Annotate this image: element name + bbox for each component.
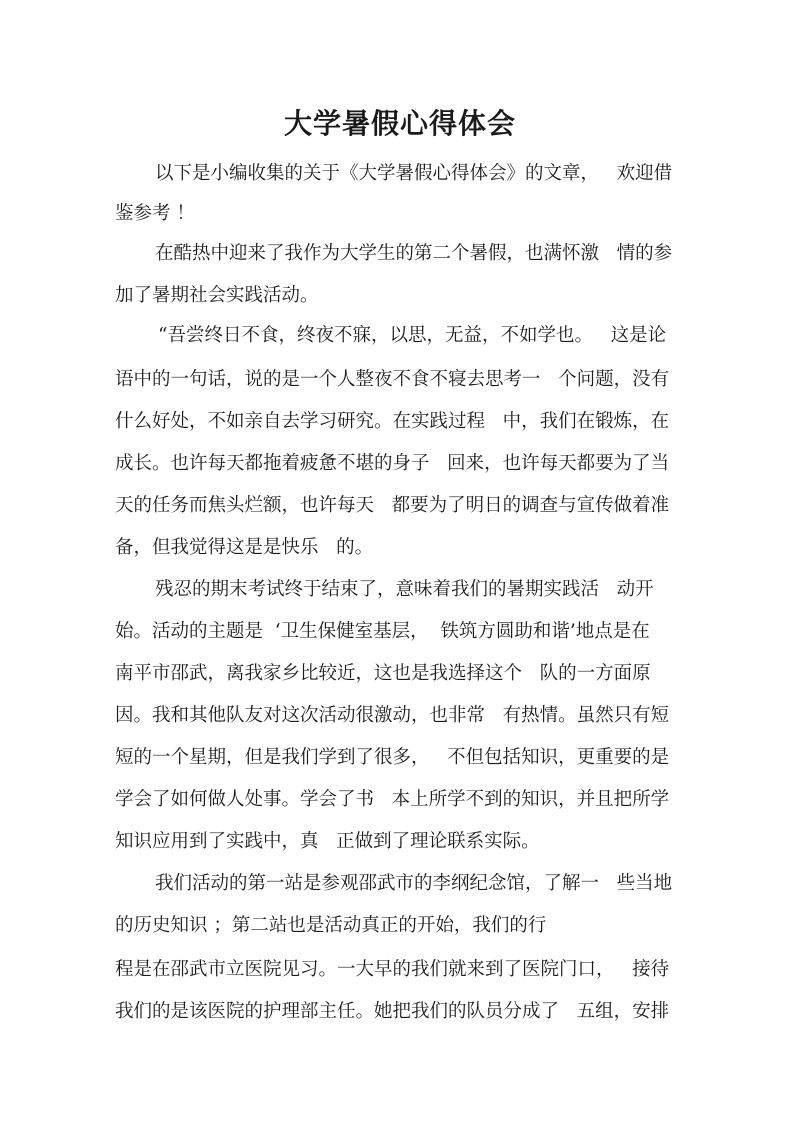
paragraph-2-line-1: 在酷热中迎来了我作为大学生的第二个暑假，也满怀激 情的参	[155, 243, 673, 264]
paragraph-5-line-2: 的历史知识 ；第二站也是活动真正的开始，我们的行	[115, 915, 547, 936]
paragraph-5-line-3: 程是在邵武市立医院见习。一大早的我们就来到了医院门口， 接待	[115, 959, 670, 980]
paragraph-4-line-3: 南平市邵武，离我家乡比较近，这也是我选择这个 队的一方面原	[115, 663, 651, 684]
paragraph-3-line-1: “吾尝终日不食，终夜不寐，以思，无益，不如学也。 这是论	[158, 325, 667, 346]
document-title: 大学暑假心得体会	[283, 107, 516, 140]
paragraph-3-line-3: 什么好处，不如亲自去学习研究。在实践过程 中，我们在锻炼，在	[115, 411, 670, 432]
paragraph-2-line-2: 加了暑期社会实践活动。	[115, 285, 319, 306]
paragraph-3-line-4: 成长。也许每天都拖着疲惫不堪的身子 回来，也许每天都要为了当	[115, 453, 670, 474]
paragraph-3-line-6: 备，但我觉得这是是快乐 的。	[115, 537, 374, 558]
paragraph-1-line-2: 鉴参考 ！	[115, 203, 195, 224]
paragraph-5-line-4: 我们的是该医院的护理部主任。她把我们的队员分成了 五组，安排	[115, 1001, 670, 1022]
paragraph-4-line-7: 知识应用到了实践中，真 正做到了理论联系实际。	[115, 831, 540, 852]
paragraph-4-line-4: 因。我和其他队友对这次活动很激动，也非常 有热情。虽然只有短	[115, 705, 670, 726]
paragraph-5-line-1: 我们活动的第一站是参观邵武市的李纲纪念馆，了解一 些当地	[155, 873, 673, 894]
paragraph-1-line-1: 以下是小编收集的关于《大学暑假心得体会》的文章， 欢迎借	[155, 163, 673, 184]
paragraph-4-line-5: 短的一个星期，但是我们学到了很多， 不但包括知识，更重要的是	[115, 747, 670, 768]
paragraph-3-line-2: 语中的一句话，说的是一个人整夜不食不寝去思考一 个问题，没有	[115, 369, 670, 390]
paragraph-3-line-5: 天的任务而焦头烂额，也许每天 都要为了明日的调查与宣传做着准	[115, 495, 670, 516]
paragraph-4-line-6: 学会了如何做人处事。学会了书 本上所学不到的知识，并且把所学	[115, 789, 670, 810]
paragraph-4-line-2: 始。活动的主题是 ‘卫生保健室基层， 铁筑方圆助和谐’地点是在	[115, 621, 650, 642]
paragraph-4-line-1: 残忍的期末考试终于结束了，意味着我们的暑期实践活 动开	[155, 579, 654, 600]
